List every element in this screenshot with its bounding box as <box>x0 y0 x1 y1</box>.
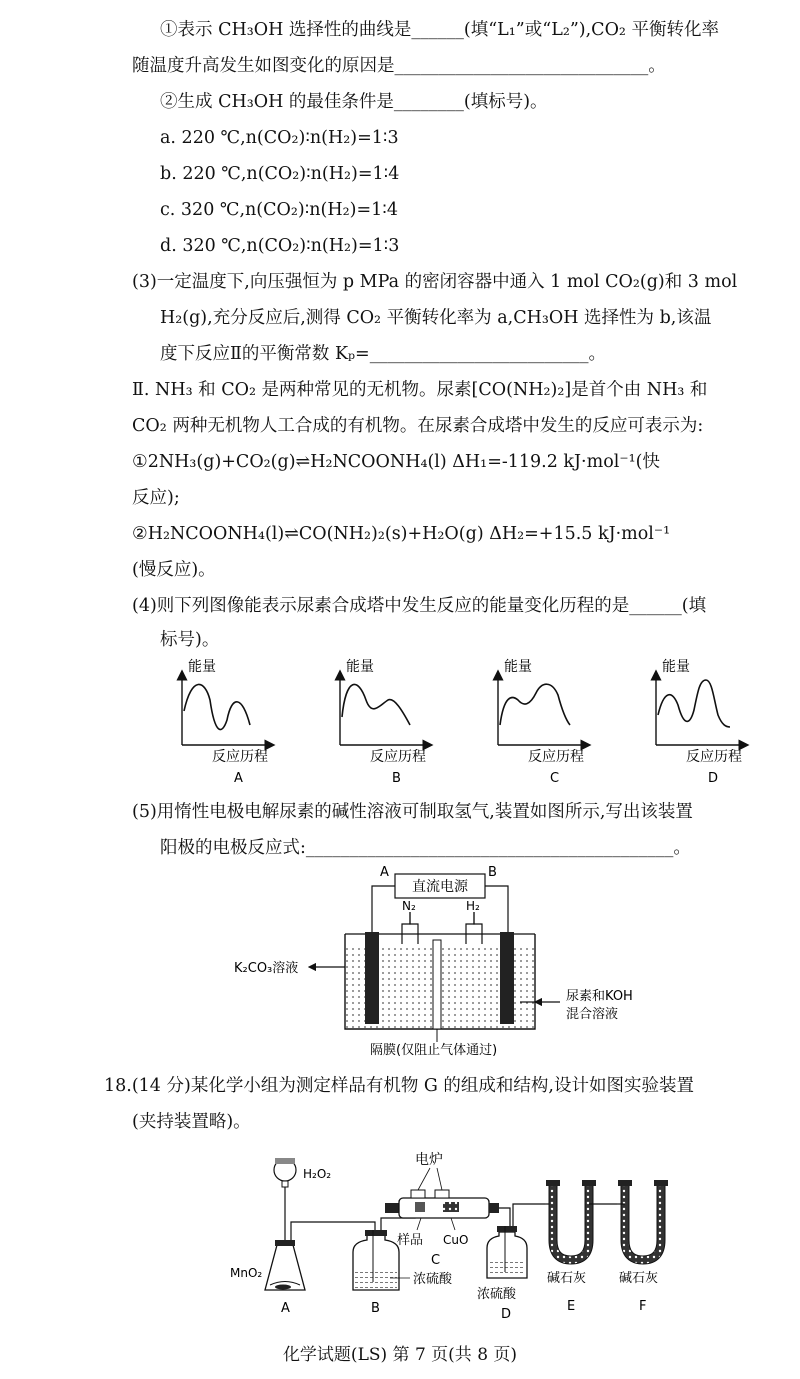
text-line: (慢反应)。 <box>132 560 216 580</box>
apparatus-e <box>545 1180 617 1314</box>
combustion-apparatus <box>225 1140 695 1325</box>
furnace-label: 电炉 <box>415 1152 443 1168</box>
electrode-a <box>365 932 379 1024</box>
terminal-a: A <box>380 865 389 880</box>
mno2-label: MnO₂ <box>230 1266 263 1280</box>
text-line: (4)则下列图像能表示尿素合成塔中发生反应的能量变化历程的是______(填 <box>132 596 707 616</box>
graph-c <box>498 658 586 786</box>
lime-f-label: 碱石灰 <box>619 1271 659 1286</box>
apparatus-a <box>230 1158 375 1316</box>
graph-xlabel: 反应历程 <box>686 749 742 765</box>
lime-e-label: 碱石灰 <box>547 1271 587 1286</box>
text-line: 标号)。 <box>160 630 220 650</box>
page-footer: 化学试题(LS) 第 7 页(共 8 页) <box>282 1345 518 1365</box>
n2-label: N₂ <box>402 899 416 913</box>
graph-ylabel: 能量 <box>346 659 374 675</box>
graph-xlabel: 反应历程 <box>212 749 268 765</box>
text-line: CO₂ 两种无机物人工合成的有机物。在尿素合成塔中发生的反应可表示为: <box>132 416 704 436</box>
terminal-b: B <box>488 865 497 880</box>
text-line: ①表示 CH₃OH 选择性的曲线是______(填“L₁”或“L₂”),CO₂ 平衡转化率 <box>160 20 719 40</box>
graph-xlabel: 反应历程 <box>370 749 426 765</box>
text-line: 阳极的电极反应式:__________________________________________。 <box>160 838 691 858</box>
text-line: 随温度升高发生如图变化的原因是_____________________________。 <box>132 56 666 76</box>
label-b: B <box>371 1301 380 1316</box>
graph-label: A <box>234 771 243 786</box>
reaction-1: ①2NH₃(g)+CO₂(g)⇌H₂NCOONH₄(l) ΔH₁=-119.2 kJ·mol⁻¹(快 <box>132 452 660 472</box>
graph-ylabel: 能量 <box>504 659 532 675</box>
h2-label: H₂ <box>466 899 480 913</box>
text-line: 度下反应Ⅱ的平衡常数 Kₚ=_________________________。 <box>160 344 606 364</box>
text-line: (5)用惰性电极电解尿素的碱性溶液可制取氢气,装置如图所示,写出该装置 <box>132 802 693 822</box>
urea-label-1: 尿素和KOH <box>566 989 633 1004</box>
sample-label: 样品 <box>397 1233 424 1248</box>
acid-b-label: 浓硫酸 <box>413 1272 453 1287</box>
h2o2-label: H₂O₂ <box>303 1167 332 1181</box>
power-label: 直流电源 <box>412 879 468 895</box>
graph-d <box>656 658 744 786</box>
graph-ylabel: 能量 <box>662 659 690 675</box>
graph-a <box>182 658 270 786</box>
apparatus-f <box>617 1180 668 1314</box>
text-line: (3)一定温度下,向压强恒为 p MPa 的密闭容器中通入 1 mol CO₂(g)和 3 mol <box>132 272 738 292</box>
graph-ylabel: 能量 <box>188 659 216 675</box>
urea-label-2: 混合溶液 <box>566 1007 619 1022</box>
reaction-2: ②H₂NCOONH₄(l)⇌CO(NH₂)₂(s)+H₂O(g) ΔH₂=+15.5 kJ·mol⁻¹ <box>132 524 671 544</box>
label-d: D <box>501 1307 512 1322</box>
graph-label: B <box>392 771 401 786</box>
option-b: b. 220 ℃,n(CO₂)∶n(H₂)=1∶4 <box>160 164 400 184</box>
text-line: 反应); <box>132 488 180 508</box>
apparatus-d <box>477 1204 545 1322</box>
option-a: a. 220 ℃,n(CO₂)∶n(H₂)=1∶3 <box>160 128 399 148</box>
membrane-label: 隔膜(仅阻止气体通过) <box>370 1043 498 1058</box>
label-f: F <box>639 1299 647 1314</box>
option-c: c. 320 ℃,n(CO₂)∶n(H₂)=1∶4 <box>160 200 398 220</box>
text-line: ②生成 CH₃OH 的最佳条件是________(填标号)。 <box>160 92 548 112</box>
label-c: C <box>431 1253 441 1268</box>
energy-graphs <box>170 655 800 790</box>
membrane <box>433 940 441 1029</box>
graph-xlabel: 反应历程 <box>528 749 584 765</box>
graph-label: C <box>550 771 560 786</box>
graph-label: D <box>708 771 719 786</box>
option-d: d. 320 ℃,n(CO₂)∶n(H₂)=1∶3 <box>160 236 400 256</box>
text-line: (夹持装置略)。 <box>132 1112 251 1132</box>
apparatus-c <box>385 1151 499 1268</box>
label-a: A <box>281 1301 290 1316</box>
electrode-b <box>500 932 514 1024</box>
acid-d-label: 浓硫酸 <box>477 1287 517 1302</box>
text-line: 18.(14 分)某化学小组为测定样品有机物 G 的组成和结构,设计如图实验装置 <box>104 1076 694 1096</box>
text-line: H₂(g),充分反应后,测得 CO₂ 平衡转化率为 a,CH₃OH 选择性为 b,该温 <box>160 308 712 328</box>
k2co3-label: K₂CO₃溶液 <box>234 961 299 976</box>
electrolysis-diagram <box>230 862 670 1062</box>
label-e: E <box>567 1299 576 1314</box>
text-line: Ⅱ. NH₃ 和 CO₂ 是两种常见的无机物。尿素[CO(NH₂)₂]是首个由 NH₃ 和 <box>132 380 708 400</box>
graph-b <box>340 658 428 786</box>
cuo-label: CuO <box>443 1233 469 1247</box>
